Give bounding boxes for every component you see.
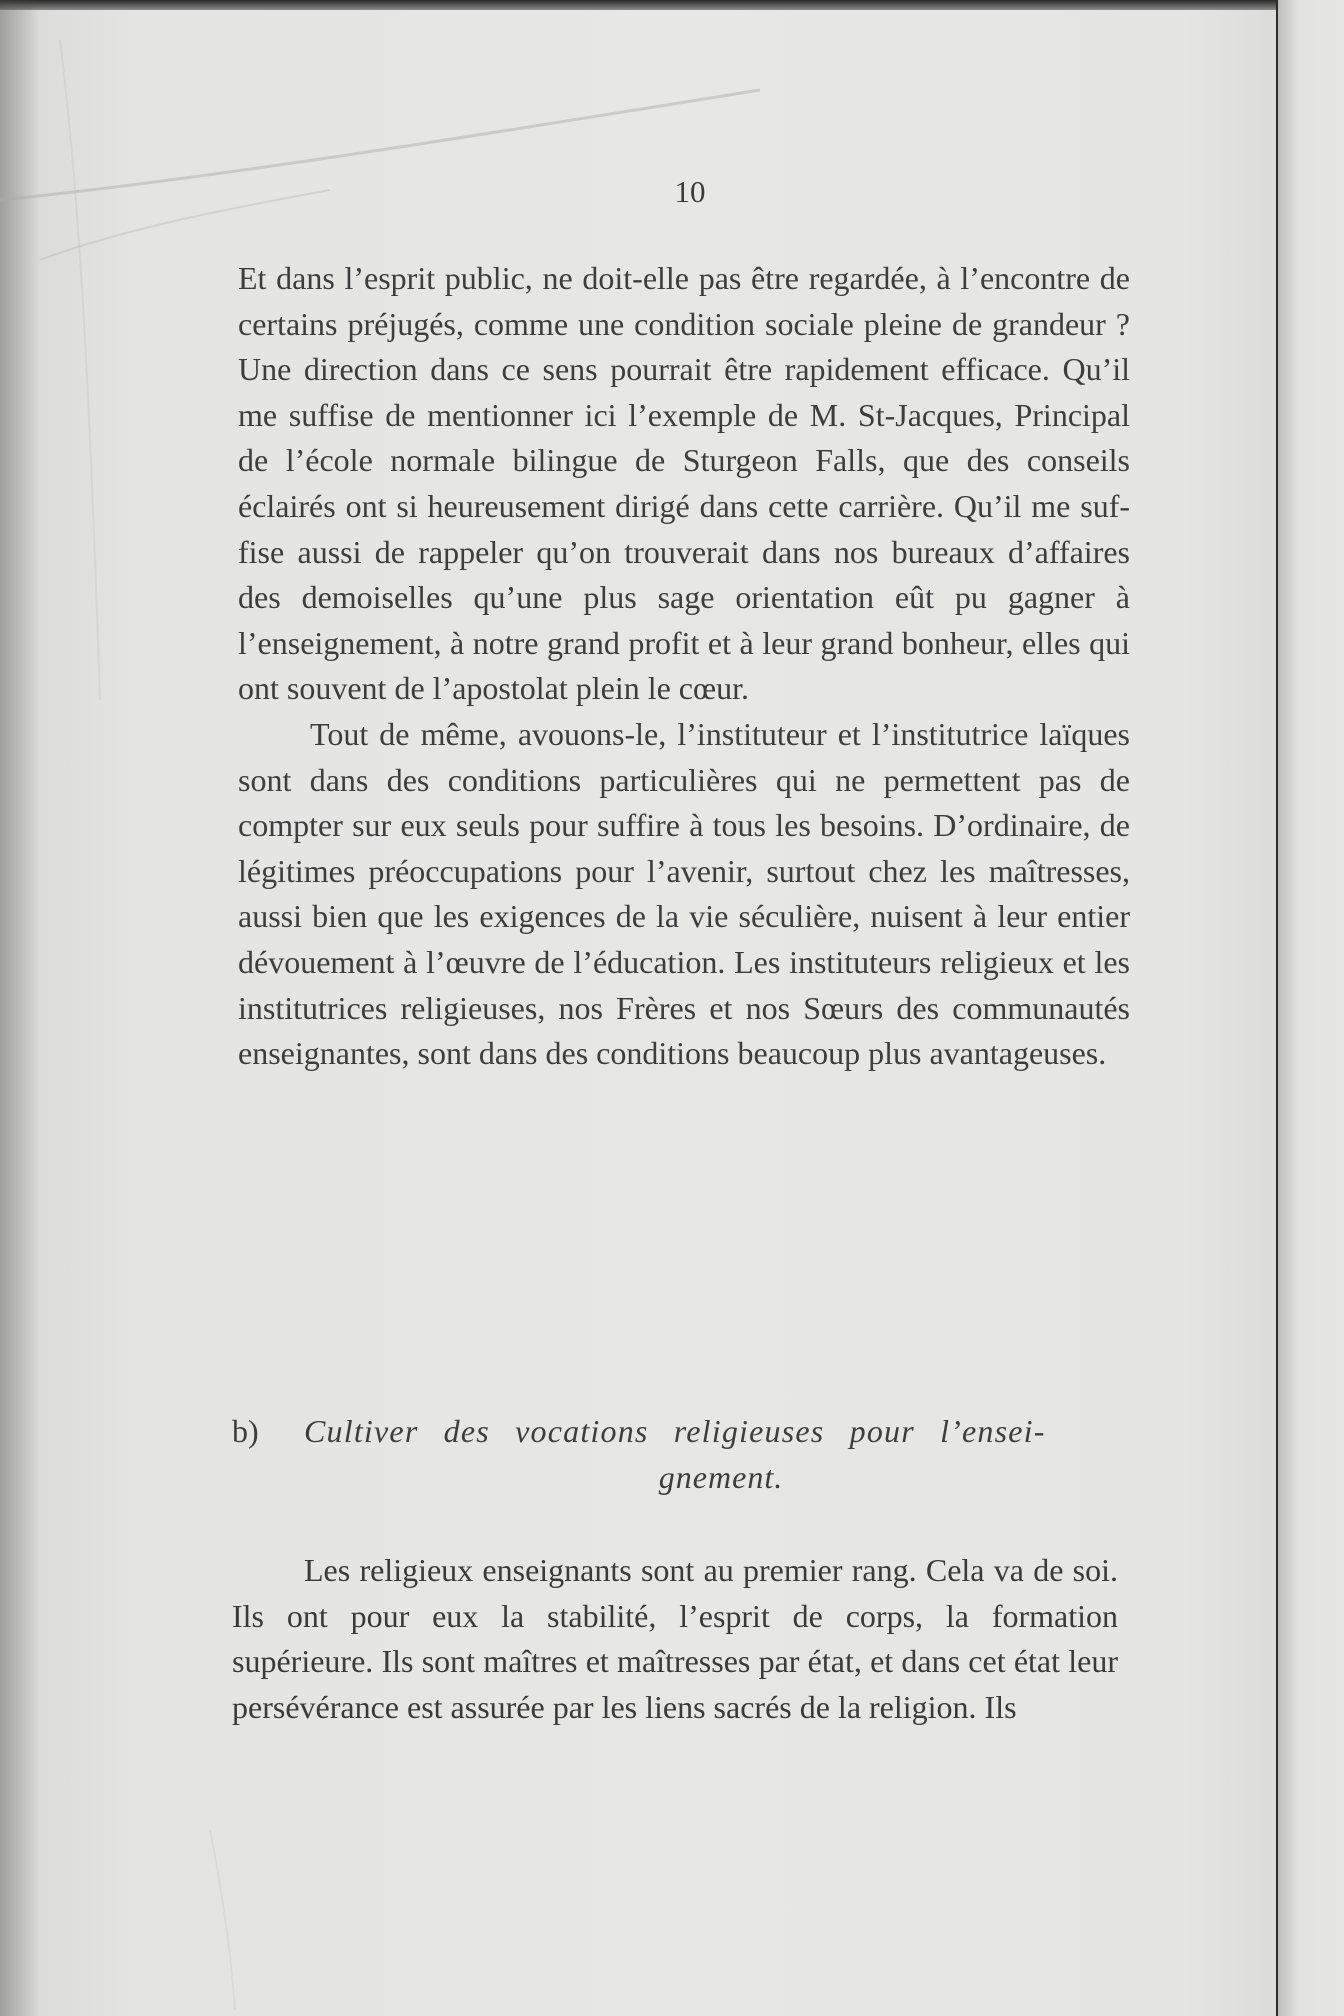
paragraph-1: Et dans l’esprit public, ne doit-elle pas être regardée, à l’encontre de certains préjugés, comme une condition sociale pleine de grandeur ? Une direction dans ce sens pourrait être rapidement efficace. Qu’il me suffise de mentionner ici l’exemple de M. St-Jacques, Principal de l’école normale bilingue de Sturgeon Falls, que des conseils éclairés ont si heureusement dirigé dans cette carrière. Qu’il me suffise aussi de rappeler qu’on trouverait dans nos bureaux d’affaires des demoiselles qu’une plus sage orientation eût pu gagner à l’enseignement, à notre grand profit et à leur grand bonheur, elles qui ont souvent de l’apostolat plein le cœur. [238,260,1130,707]
page-number: 10 [674,174,706,209]
section-heading-line-2: gnement. [658,1459,784,1495]
section-marker: b) [232,1413,259,1449]
section-heading-line-1: Cultiver des vocations religieuses pour l’ensei- [304,1413,1046,1449]
section-heading [232,1408,1130,1500]
spine-shadow [0,0,40,2016]
facing-page-edge [1278,0,1344,2016]
paragraph-2: Tout de même, avouons-le, l’instituteur et l’institutrice laïques sont dans des conditions particulières qui ne permettent pas de compter sur eux seuls pour suffire à tous les besoins. D’ordinaire, de légitimes préoccupations pour l’avenir, surtout chez les maîtresses, aussi bien que les exigences de la vie séculière, nuisent à leur entier dévouement à l’œuvre de l’éducation. Les instituteurs religieux et les institutrices religieuses, nos Frères et nos Sœurs des communautés enseignantes, sont dans des conditions beaucoup plus avantageuses. [238,715,1130,1072]
page-top-edge [0,0,1344,10]
body-text-bottom [232,1548,1118,1730]
paragraph-3: Les religieux enseignants sont au premier rang. Cela va de soi. Ils ont pour eux la stabilité, l’esprit de corps, la formation supérieure. Ils sont maîtres et maîtresses par état, et dans cet état leur persévérance est assurée par les liens sacrés de la religion. Ils [232,1552,1118,1725]
body-text-top [238,256,1130,1077]
